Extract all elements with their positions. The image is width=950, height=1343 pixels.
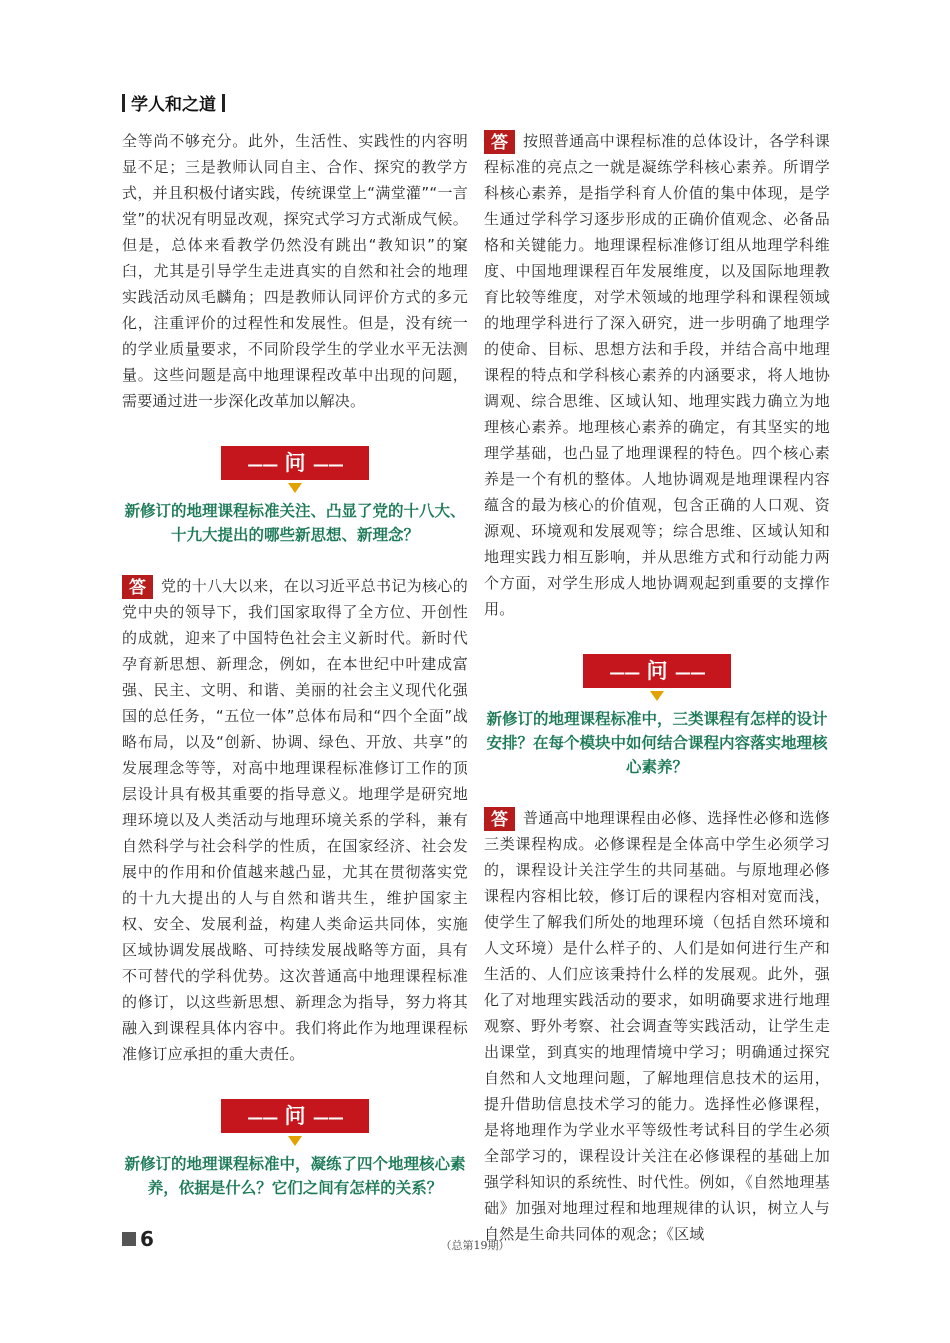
header-bar-left — [122, 94, 125, 112]
left-column — [122, 128, 468, 1200]
answer-2-block — [484, 128, 830, 622]
answer-3-block — [484, 805, 830, 1247]
down-arrow-icon — [288, 1136, 302, 1146]
intro-paragraph: 全等尚不够充分。此外，生活性、实践性的内容明显不足；三是教师认同自主、合作、探究的教学方式，并且积极付诸实践，传统课堂上“满堂灌”“一言堂”的状况有明显改观，探究式学习方式渐成气候。但是，总体来看教学仍然没有跳出“教知识”的窠臼，尤其是引导学生走进真实的自然和社会的地理实践活动凤毛麟角；四是教师认同评价方式的多元化，注重评价的过程性和发展性。但是，没有统一的学业质量要求，不同阶段学生的学业水平无法测量。这些问题是高中地理课程改革中出现的问题，需要通过进一步深化改革加以解决。 — [122, 132, 468, 410]
down-arrow-icon — [288, 483, 302, 493]
issue-number: （总第19期） — [440, 1239, 510, 1252]
question-2: 新修订的地理课程标准中，凝练了四个地理核心素养，依据是什么？它们之间有怎样的关系？ — [124, 1155, 466, 1197]
answer-1-block — [122, 573, 468, 1067]
page-number-text: 6 — [140, 1227, 154, 1251]
answer-label: 答 — [484, 130, 515, 154]
ask-label: 问 — [284, 1104, 306, 1128]
question-3: 新修订的地理课程标准中，三类课程有怎样的设计安排？在每个模块中如何结合课程内容落实地理核心素养？ — [486, 710, 828, 776]
ask-label: 问 — [284, 451, 306, 475]
question-1: 新修订的地理课程标准关注、凸显了党的十八大、十九大提出的哪些新思想、新理念？ — [124, 502, 466, 544]
answer-label: 答 — [122, 575, 153, 599]
ask-label: 问 — [646, 659, 668, 683]
dash-decor: —— — [674, 663, 705, 682]
dash-decor: —— — [609, 663, 640, 682]
header-title: 学人和之道 — [131, 95, 216, 115]
answer-2: 按照普通高中课程标准的总体设计，各学科课程标准的亮点之一就是凝练学科核心素养。所谓学科核心素养，是指学科育人价值的集中体现，是学生通过学科学习逐步形成的正确价值观念、必备品格和关键能力。地理课程标准修订组从地理学科维度、中国地理课程百年发展维度，以及国际地理教育比较等维度，对学术领域的地理学科和课程领域的地理学科进行了深入研究，进一步明确了地理学的使命、目标、思想方法和手段，并结合高中地理课程的特点和学科核心素养的内涵要求，将人地协调观、综合思维、区域认知、地理实践力确立为地理核心素养。地理核心素养的确定，有其坚实的地理学基础，也凸显了地理课程的特色。四个核心素养是一个有机的整体。人地协调观是地理课程内容蕴含的最为核心的价值观，包含正确的人口观、资源观、环境观和发展观等；综合思维、区域认知和地理实践力相互影响，并从思维方式和行动能力两个方面，对学生形成人地协调观起到重要的支撑作用。 — [484, 132, 830, 618]
running-header — [122, 90, 225, 115]
answer-1: 党的十八大以来，在以习近平总书记为核心的党中央的领导下，我们国家取得了全方位、开创性的成就，迎来了中国特色社会主义新时代。新时代孕育新思想、新理念，例如，在本世纪中叶建成富强、民主、文明、和谐、美丽的社会主义现代化强国的总任务，“五位一体”总体布局和“四个全面”战略布局，以及“创新、协调、绿色、开放、共享”的发展理念等等，对高中地理课程标准修订工作的顶层设计具有极其重要的指导意义。地理学是研究地理环境以及人类活动与地理环境关系的学科，兼有自然科学与社会科学的性质，在国家经济、社会发展中的作用和价值越来越凸显，尤其在贯彻落实党的十九大提出的人与自然和谐共生，维护国家主权、安全、发展利益，构建人类命运共同体，实施区域协调发展战略、可持续发展战略等方面，具有不可替代的学科优势。这次普通高中地理课程标准的修订，以这些新思想、新理念为指导，努力将其融入到课程具体内容中。我们将此作为地理课程标准修订应承担的重大责任。 — [122, 577, 468, 1063]
dash-decor: —— — [247, 1108, 278, 1127]
ask-banner-1 — [122, 446, 468, 493]
ask-label-box — [221, 1099, 369, 1133]
answer-label: 答 — [484, 807, 515, 831]
answer-3: 普通高中地理课程由必修、选择性必修和选修三类课程构成。必修课程是全体高中学生必须学习的，课程设计关注学生的共同基础。与原地理必修课程内容相比较，修订后的课程内容相对宽而浅，使学生了解我们所处的地理环境（包括自然环境和人文环境）是什么样子的、人们是如何进行生产和生活的、人们应该秉持什么样的发展观。此外，强化了对地理实践活动的要求，如明确要求进行地理观察、野外考察、社会调查等实践活动，让学生走出课堂，到真实的地理情境中学习；明确通过探究自然和人文地理问题，了解地理信息技术的运用，提升借助信息技术学习的能力。选择性必修课程，是将地理作为学业水平等级性考试科目的学生必须全部学习的，课程设计关注在必修课程的基础上加强学科知识的系统性、时代性。例如，《自然地理基础》加强对地理过程和地理规律的认识，树立人与自然是生命共同体的观念；《区域 — [484, 809, 830, 1243]
dash-decor: —— — [312, 1108, 343, 1127]
dash-decor: —— — [312, 455, 343, 474]
ask-banner-3 — [484, 654, 830, 701]
dash-decor: —— — [247, 455, 278, 474]
header-bar-right — [222, 94, 225, 112]
right-column — [484, 128, 830, 1247]
ask-banner-2 — [122, 1099, 468, 1146]
down-arrow-icon — [650, 691, 664, 701]
ask-label-box — [221, 446, 369, 480]
ask-label-box — [583, 654, 731, 688]
